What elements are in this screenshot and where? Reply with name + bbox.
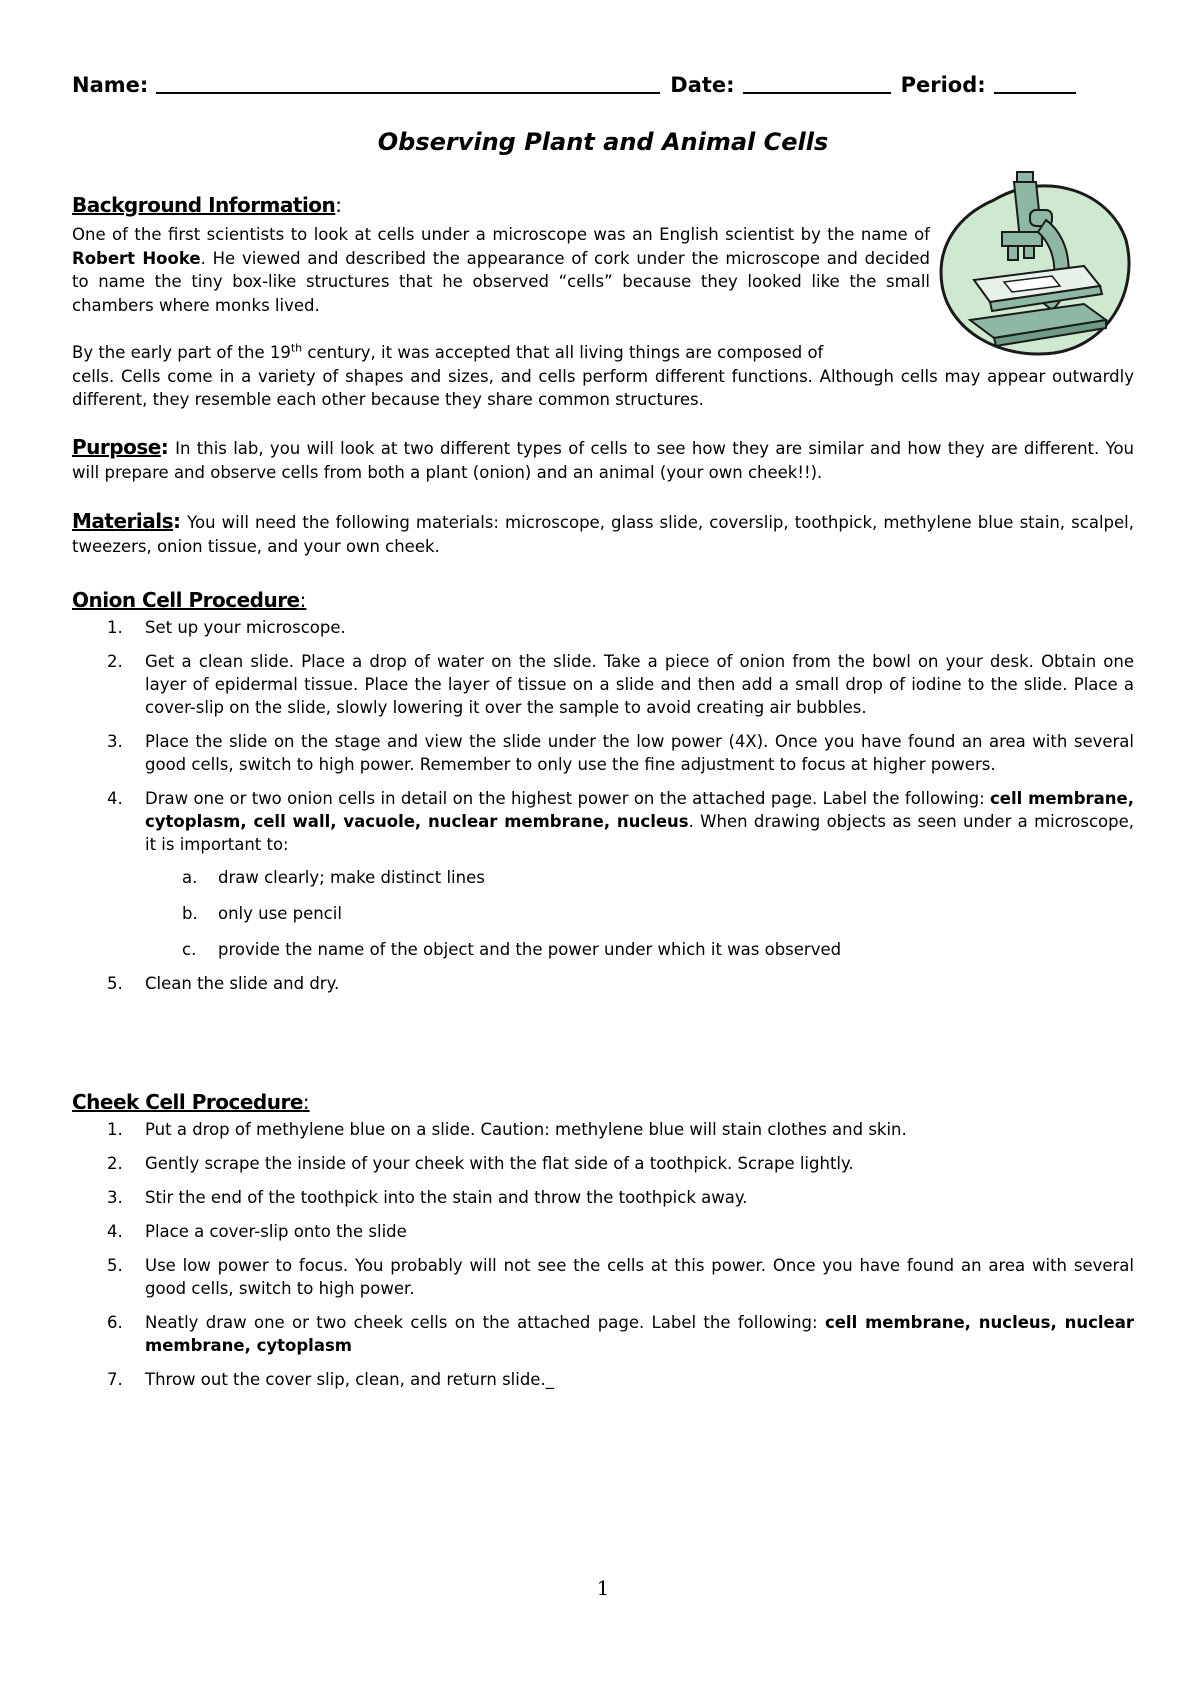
list-item: c. provide the name of the object and the power under which it was observed (182, 940, 842, 959)
period-label: Period: (900, 73, 986, 97)
header-fields (72, 72, 1134, 97)
date-blank[interactable] (743, 72, 891, 94)
background-paragraph-2: By the early part of the 19th century, it was accepted that all living things are composed of cells. Cells come in a variety of shapes and sizes, and cells perform different functions. Although cells may appear outwardly different, they resemble each other because they share common structures. (72, 341, 1134, 409)
list-item: 2. Gently scrape the inside of your cheek with the flat side of a toothpick. Scrape lightly. (107, 1154, 854, 1173)
onion-heading: Onion Cell Procedure: (72, 588, 307, 612)
purpose-heading: Purpose (72, 435, 161, 459)
purpose-paragraph: Purpose: In this lab, you will look at two different types of cells to see how they are similar and how they are different. You will prepare and observe cells from both a plant (onion) and an animal (your own cheek!!). (72, 435, 1134, 482)
list-item: 3. Stir the end of the toothpick into the stain and throw the toothpick away. (107, 1188, 748, 1207)
list-item: 3. Place the slide on the stage and view the slide under the low power (4X). Once you have found an area with several good cells, switch to high power. Remember to only use the fine adjustment to focus at higher powers. (107, 732, 1134, 774)
cheek-steps (72, 1118, 1134, 1402)
list-item: a. draw clearly; make distinct lines (182, 868, 485, 887)
list-item: 1. Put a drop of methylene blue on a slide. Caution: methylene blue will stain clothes and skin. (107, 1120, 907, 1139)
materials-paragraph: Materials: You will need the following materials: microscope, glass slide, coverslip, toothpick, methylene blue stain, scalpel, tweezers, onion tissue, and your own cheek. (72, 509, 1134, 556)
list-item: 5. Clean the slide and dry. (107, 974, 340, 993)
worksheet-page (72, 0, 1134, 1696)
page-title: Observing Plant and Animal Cells (377, 128, 829, 156)
materials-heading: Materials (72, 509, 173, 533)
cheek-heading: Cheek Cell Procedure: (72, 1090, 310, 1114)
background-heading: Background Information: (72, 193, 343, 217)
page-number: 1 (596, 1576, 610, 1600)
list-item: 6. Neatly draw one or two cheek cells on the attached page. Label the following: cell membrane, nucleus, nuclear membrane, cytoplasm (107, 1313, 1134, 1355)
list-item: 4. Draw one or two onion cells in detail on the highest power on the attached page. Label the following: cell membrane, cytoplasm, cell wall, vacuole, nuclear membrane, nucleus. When drawing objects as seen under a microscope, it is important to: a. draw clearly; make distinct lines b. only use pencil c. provide the name of the object and the power under which it was observed (107, 789, 1134, 959)
date-label: Date: (670, 73, 735, 97)
list-item: 1. Set up your microscope. (107, 618, 346, 637)
name-blank[interactable] (156, 72, 660, 94)
list-item: b. only use pencil (182, 904, 342, 923)
list-item: 5. Use low power to focus. You probably will not see the cells at this power. Once you have found an area with several good cells, switch to high power. (107, 1256, 1134, 1298)
robert-hooke: Robert Hooke (72, 248, 201, 268)
list-item: 7. Throw out the cover slip, clean, and return slide._ (107, 1370, 554, 1389)
microscope-icon (934, 170, 1134, 360)
list-item: 4. Place a cover-slip onto the slide (107, 1222, 407, 1241)
background-paragraph-1: One of the first scientists to look at cells under a microscope was an English scientist by the name of Robert Hooke. He viewed and described the appearance of cork under the microscope and decided to name the tiny box-like structures that he observed “cells” because they looked like the small chambers where monks lived. (72, 225, 930, 315)
name-label: Name: (72, 73, 149, 97)
drawing-tips (145, 866, 1134, 961)
list-item: 2. Get a clean slide. Place a drop of water on the slide. Take a piece of onion from the bowl on your desk. Obtain one layer of epidermal tissue. Place the layer of tissue on a slide and then add a small drop of iodine to the slide. Place a cover-slip on the slide, slowly lowering it over the sample to avoid creating air bubbles. (107, 652, 1134, 717)
onion-steps (72, 616, 1134, 1006)
period-blank[interactable] (994, 72, 1076, 94)
